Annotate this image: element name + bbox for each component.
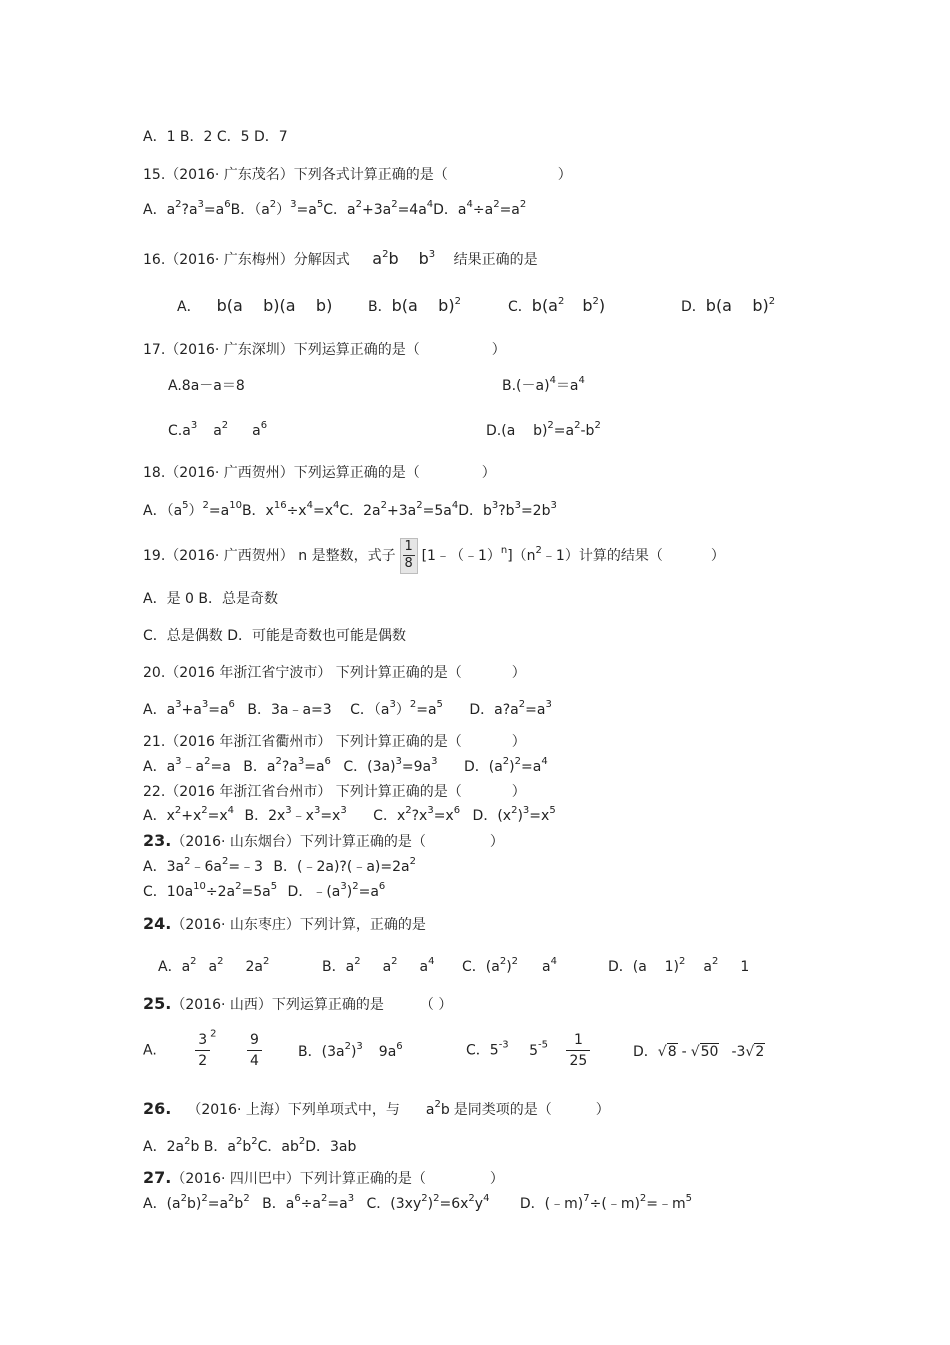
q17-stem-text: （2016· 广东深圳）下列运算正确的是（	[165, 342, 420, 358]
q20-option-b: B．3a﹣a=3	[247, 702, 332, 718]
q18-stem	[143, 466, 496, 480]
q15-option-c: C．$a^2+3a^2=4a^4$	[323, 199, 434, 218]
q26-stem-text: （2016· 上海）下列单项式中，与	[187, 1102, 400, 1118]
q17-option-b: $B.(-a)^4=a^4$	[502, 375, 585, 394]
q21-stem	[143, 735, 526, 749]
q26-stem	[143, 1101, 610, 1117]
q23-options-ab	[143, 856, 416, 875]
sqrt-icon: √	[657, 1044, 667, 1060]
q26-option-b: B．$a^2b^2$	[203, 1136, 258, 1155]
q23-stem-text: （2016· 山东烟台）下列计算正确的是（	[171, 834, 426, 850]
q16-number: 16.	[143, 252, 166, 268]
q19-stem-text: （2016· 广西贺州） n 是整数，式子	[165, 548, 396, 564]
q27-option-c: C．$(3xy^2)^2=6x^2y^4$	[366, 1193, 490, 1212]
q20-stem-text: （2016 年浙江省宁波市） 下列计算正确的是（	[165, 665, 462, 681]
q18-options	[143, 500, 557, 519]
q25-c-result: $\frac{1}{25}$	[566, 1032, 590, 1069]
q23-stem	[143, 833, 504, 849]
q25-a-fraction: $\frac{3}{2}$	[195, 1032, 210, 1069]
q21-option-a: A．$a^3﹣a^2=a$	[143, 756, 231, 775]
q25-stem	[143, 996, 452, 1012]
q22-options	[143, 805, 556, 824]
q18-paren: ）	[481, 465, 496, 481]
q16-option-d: D．b(a b)$^2$	[681, 296, 776, 315]
q21-number: 21.	[143, 734, 166, 750]
q23-paren: ）	[489, 834, 504, 850]
q15-number: 15.	[143, 167, 166, 183]
q15-options	[143, 199, 527, 218]
q16-stem	[143, 251, 538, 267]
q15-stem-text: （2016· 广东茂名）下列各式计算正确的是（	[165, 167, 448, 183]
q22-option-c: C．$x^2?x^3=x^6$	[373, 805, 461, 824]
q22-option-b: B．$2x^3﹣x^3=x^3$	[244, 805, 347, 824]
q18-number: 18.	[143, 465, 166, 481]
q25-number: 25.	[143, 994, 172, 1013]
q25-option-b: B．$(3a^2)^3$ $9a^6$	[298, 1041, 403, 1060]
q26-expression: $a^2b$	[425, 1099, 450, 1118]
q18-stem-text: （2016· 广西贺州）下列运算正确的是（	[165, 465, 420, 481]
q26-options	[143, 1136, 357, 1155]
q16-expression: $a^2b$ $b^3$	[372, 249, 436, 268]
q21-paren: ）	[511, 734, 526, 750]
q15-stem	[143, 168, 572, 182]
q27-stem	[143, 1170, 504, 1186]
q17-stem	[143, 343, 506, 357]
q20-paren: ）	[511, 665, 526, 681]
q23-option-d: D．$﹣(a^3)^2=a^6$	[287, 881, 386, 900]
q23-option-a: A．$3a^2﹣6a^2=﹣3$	[143, 856, 263, 875]
q27-option-d: D．$(﹣m)^7\div(﹣m)^2=﹣m^5$	[519, 1193, 693, 1212]
q26-option-d: D．3ab	[305, 1139, 357, 1155]
q17-number: 17.	[143, 342, 166, 358]
q19-options-cd: C．总是偶数 D．可能是奇数也可能是偶数	[143, 628, 407, 644]
q22-number: 22.	[143, 784, 166, 800]
q20-options	[143, 699, 552, 718]
sqrt-icon: √	[690, 1044, 700, 1060]
q19-fraction-image: $\frac{1}{8}$	[400, 538, 418, 574]
q15-option-d: D．$a^4\div a^2=a^2$	[433, 199, 527, 218]
q24-option-b: B．$a^2$ $a^2$ $a^4$	[322, 956, 435, 975]
q24-stem	[143, 916, 426, 932]
q27-paren: ）	[489, 1171, 504, 1187]
q26-tail: 是同类项的是（	[453, 1102, 552, 1118]
q26-option-a: A．$2a^2b$	[143, 1136, 200, 1155]
q16-tail: 结果正确的是	[453, 252, 538, 268]
q26-paren: ）	[595, 1102, 610, 1118]
q19-expr2: ]（n	[507, 548, 536, 564]
q21-option-d: D．$(a^2)^2=a^4$	[463, 756, 548, 775]
q20-option-a: A．$a^3+a^3=a^6$	[143, 699, 235, 718]
q24-option-c: C．$(a^2)^2$ $a^4$	[462, 956, 558, 975]
q21-options	[143, 756, 548, 775]
q16-option-a: A． b(a b)(a b)	[177, 296, 333, 315]
q19-number: 19.	[143, 548, 166, 564]
q18-option-d: D．$b^3?b^3=2b^3$	[458, 500, 557, 519]
q25-stem-text: （2016· 山西）下列运算正确的是	[171, 997, 384, 1013]
q21-option-b: B．$a^2?a^3=a^6$	[243, 756, 331, 775]
q20-option-d: D．$a?a^2=a^3$	[469, 699, 552, 718]
q27-options	[143, 1193, 693, 1212]
q17-option-a: A.8a－a＝8	[168, 378, 245, 394]
q27-stem-text: （2016· 四川巴中）下列计算正确的是（	[171, 1171, 426, 1187]
q22-stem-text: （2016 年浙江省台州市） 下列计算正确的是（	[165, 784, 462, 800]
q27-option-b: B．$a^6\div a^2=a^3$	[262, 1193, 355, 1212]
q18-option-b: B．$x^{16}\div x^4=x^4$	[241, 500, 340, 519]
q24-stem-text: （2016· 山东枣庄）下列计算，正确的是	[171, 917, 426, 933]
q22-option-d: D．$(x^2)^3=x^5$	[472, 805, 556, 824]
q27-number: 27.	[143, 1168, 172, 1187]
q22-paren: ）	[511, 784, 526, 800]
q19-expr3: ﹣1）计算的结果（	[541, 548, 663, 564]
q15-option-a: A．$a^2?a^3=a^6$	[143, 199, 231, 218]
q25-a-result: $\frac{9}{4}$	[247, 1032, 262, 1069]
q25-option-d: D．√8 - √50 -3√2	[633, 1044, 765, 1060]
q18-option-a: A．$(a^5)^2=a^{10}$	[143, 500, 242, 519]
q16-option-c: C．$b(a^2$ $b^2$)	[508, 296, 606, 315]
q15-option-b: B．$(a^2)^3=a^5$	[230, 199, 324, 218]
q18-option-c: C．$2a^2+3a^2=5a^4$	[339, 500, 459, 519]
q20-number: 20.	[143, 665, 166, 681]
q23-option-b: B．$(﹣2a)?(﹣a)=2a^2$	[273, 856, 416, 875]
q20-option-c: C．$(a^3)^2=a^5$	[350, 699, 443, 718]
q25-option-c: C．$5^{-3}$ $5^{-5}$ $\frac{1}{25}$	[466, 1032, 590, 1069]
q14-options: A．1 B．2 C．5 D．7	[143, 129, 288, 145]
q19-options-ab: A．是 0 B．总是奇数	[143, 591, 278, 607]
q25-paren: （ ）	[419, 997, 453, 1013]
q17-paren: ）	[491, 342, 506, 358]
q24-number: 24.	[143, 914, 172, 933]
q20-stem	[143, 666, 526, 680]
q22-option-a: A．$x^2+x^2=x^4$	[143, 805, 235, 824]
q15-paren: ）	[557, 167, 572, 183]
q17-option-c: $C.a^3$ $a^2$ $a^6$	[168, 420, 268, 439]
q17-option-d: D.(a $b)^2=a^2-b^2$	[486, 420, 601, 439]
q16-stem-text: （2016· 广东梅州）分解因式	[165, 252, 350, 268]
q23-option-c: C．$10a^{10}\div 2a^2=5a^5$	[143, 881, 278, 900]
q23-options-cd	[143, 881, 386, 900]
q16-option-b: B．b(a b)$^2$	[368, 296, 461, 315]
q27-option-a: A．$(a^2b)^2=a^2b^2$	[143, 1193, 250, 1212]
q19-expr: [1﹣（﹣1）	[421, 548, 501, 564]
q22-stem	[143, 785, 526, 799]
q26-option-c: C．$ab^2$	[257, 1136, 306, 1155]
q24-option-d: D．(a 1)$^2$ $a^2$ 1	[608, 956, 750, 975]
q19-stem: 19.（2016· 广西贺州） n 是整数，式子 $\frac{1}{8}$ $[1﹣(﹣1)^n](n^2﹣1)$计算的结果（ ）	[143, 538, 725, 574]
q25-option-a: A. $\frac{3}{2}$ $^2$ $\frac{9}{4}$	[143, 1032, 262, 1069]
q23-number: 23.	[143, 831, 172, 850]
q21-stem-text: （2016 年浙江省衢州市） 下列计算正确的是（	[165, 734, 462, 750]
q21-option-c: C．$(3a)^3=9a^3$	[343, 756, 438, 775]
q26-number: 26.	[143, 1099, 172, 1118]
q19-paren: ）	[710, 548, 725, 564]
q24-option-a: A．$a^2$ $a^2$ $2a^2$	[158, 956, 270, 975]
sqrt-icon: √	[745, 1044, 755, 1060]
